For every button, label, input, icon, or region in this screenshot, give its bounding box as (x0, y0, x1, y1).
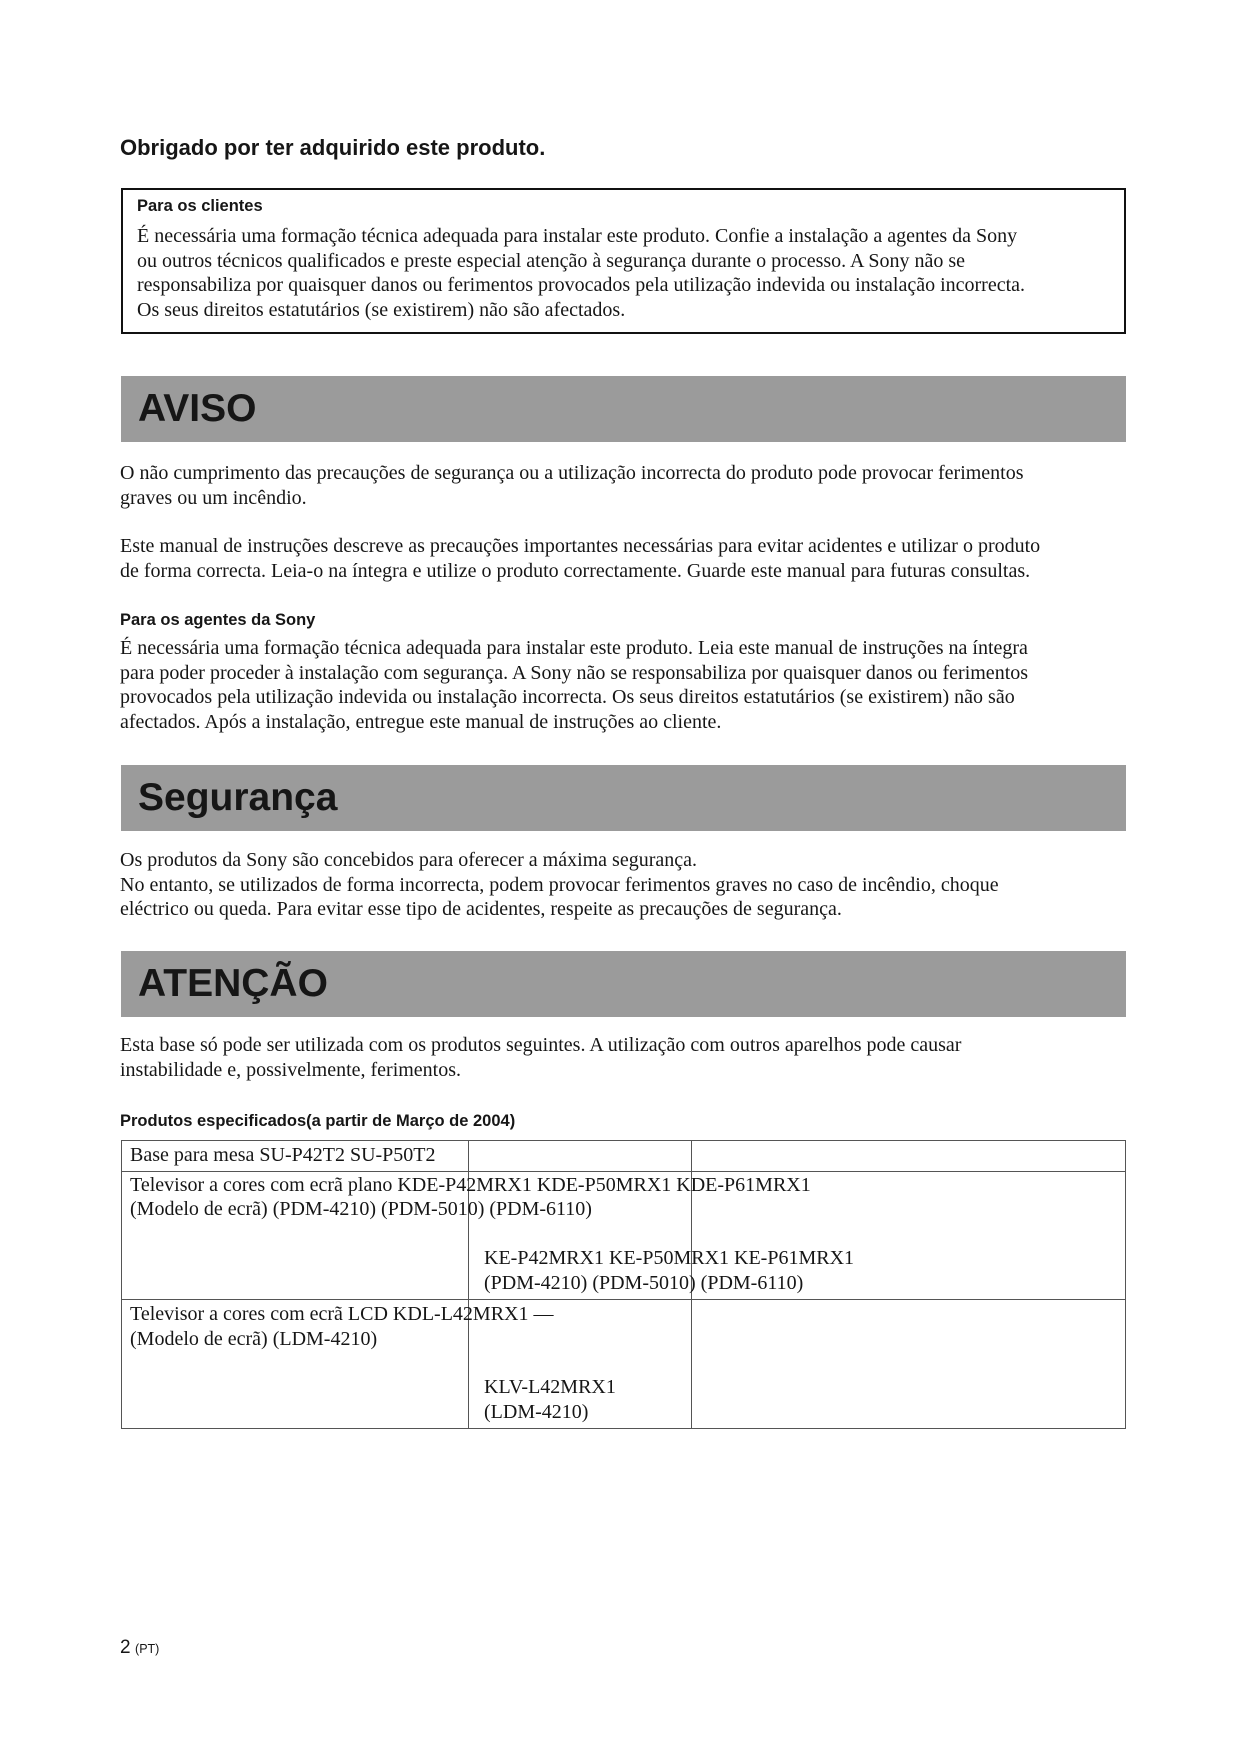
seguranca-paragraph-line: Os produtos da Sony são concebidos para oferecer a máxima segurança. (120, 849, 698, 871)
customers-note-heading: Para os clientes (137, 197, 263, 215)
table-row-divider (122, 1171, 1125, 1172)
table-row-plasma-label: Televisor a cores com ecrã plano KDE-P42MRX1 KDE-P50MRX1 KDE-P61MRX1 (130, 1174, 811, 1196)
customers-note-line: É necessária uma formação técnica adequada para instalar este produto. Confie a instalação a agentes da Sony (137, 225, 1018, 247)
seguranca-paragraph-line: No entanto, se utilizados de forma incorrecta, podem provocar ferimentos graves no caso de incêndio, choque (120, 873, 999, 896)
aviso-paragraph-line: O não cumprimento das precauções de segurança ou a utilização incorrecta do produto pode provocar ferimentos (120, 462, 1024, 484)
seguranca-section-bar (121, 765, 1126, 831)
seguranca-paragraph (120, 848, 999, 922)
agents-paragraph-line: provocados pela utilização indevida ou instalação incorrecta. Os seus direitos estatutários (se existirem) não são (120, 686, 1015, 709)
customers-note-line: responsabiliza por quaisquer danos ou ferimentos provocados pela utilização indevida ou instalação incorrecta. (137, 274, 1026, 297)
customers-note-box (121, 188, 1126, 334)
seguranca-heading: Segurança (138, 776, 338, 819)
agents-paragraph-line: É necessária uma formação técnica adequada para instalar este produto. Leia este manual de instruções na íntegra (120, 637, 1028, 659)
aviso-paragraph-2 (120, 534, 1040, 583)
aviso-paragraph-line: graves ou um incêndio. (120, 486, 307, 509)
customers-note-text (137, 224, 1025, 323)
agents-paragraph-line: para poder proceder à instalação com segurança. A Sony não se responsabiliza por quaisquer danos ou ferimentos (120, 661, 1029, 684)
spec-table-heading: Produtos especificados(a partir de Março de 2004) (120, 1112, 516, 1130)
aviso-paragraph-line: de forma correcta. Leia-o na íntegra e utilize o produto correctamente. Guarde este manual para futuras consultas. (120, 559, 1031, 582)
page-number: 2 (120, 1637, 131, 1658)
page-footer (120, 1637, 159, 1659)
page-title: Obrigado por ter adquirido este produto. (120, 135, 546, 160)
table-row-lcd-sub-display: (LDM-4210) (484, 1401, 589, 1423)
atencao-section-bar (121, 951, 1126, 1017)
spec-table (121, 1140, 1126, 1429)
table-row-base-text: Base para mesa SU-P42T2 SU-P50T2 (130, 1144, 436, 1166)
agents-paragraph (120, 636, 1028, 735)
agents-paragraph-line: afectados. Após a instalação, entregue este manual de instruções ao cliente. (120, 711, 722, 734)
table-row-lcd-sub-model: KLV-L42MRX1 (484, 1376, 616, 1398)
atencao-paragraph-line: Esta base só pode ser utilizada com os produtos seguintes. A utilização com outros aparelhos pode causar (120, 1034, 962, 1056)
page-language: (PT) (135, 1642, 160, 1656)
atencao-paragraph-line: instabilidade e, possivelmente, ferimentos. (120, 1058, 462, 1081)
table-row-plasma-sub-displays: (PDM-4210) (PDM-5010) (PDM-6110) (484, 1272, 804, 1294)
table-row-divider (122, 1299, 1125, 1300)
atencao-paragraph (120, 1033, 961, 1082)
agents-heading: Para os agentes da Sony (120, 611, 316, 629)
table-row-lcd-label: Televisor a cores com ecrã LCD KDL-L42MRX1 — (130, 1303, 554, 1325)
aviso-paragraph-line: Este manual de instruções descreve as precauções importantes necessárias para evitar acidentes e utilizar o produto (120, 535, 1041, 557)
atencao-heading: ATENÇÃO (138, 962, 328, 1005)
aviso-paragraph-1 (120, 461, 1024, 510)
table-row-plasma-display: (Modelo de ecrã) (PDM-4210) (PDM-5010) (PDM-6110) (130, 1198, 592, 1220)
seguranca-paragraph-line: eléctrico ou queda. Para evitar esse tipo de acidentes, respeite as precauções de segurança. (120, 898, 842, 921)
customers-note-line: Os seus direitos estatutários (se existirem) não são afectados. (137, 299, 626, 322)
customers-note-line: ou outros técnicos qualificados e preste especial atenção à segurança durante o processo. A Sony não se (137, 249, 966, 272)
table-row-lcd-display: (Modelo de ecrã) (LDM-4210) (130, 1328, 378, 1350)
aviso-section-bar (121, 376, 1126, 442)
table-row-plasma-sub-models: KE-P42MRX1 KE-P50MRX1 KE-P61MRX1 (484, 1247, 855, 1269)
aviso-heading: AVISO (138, 387, 257, 430)
